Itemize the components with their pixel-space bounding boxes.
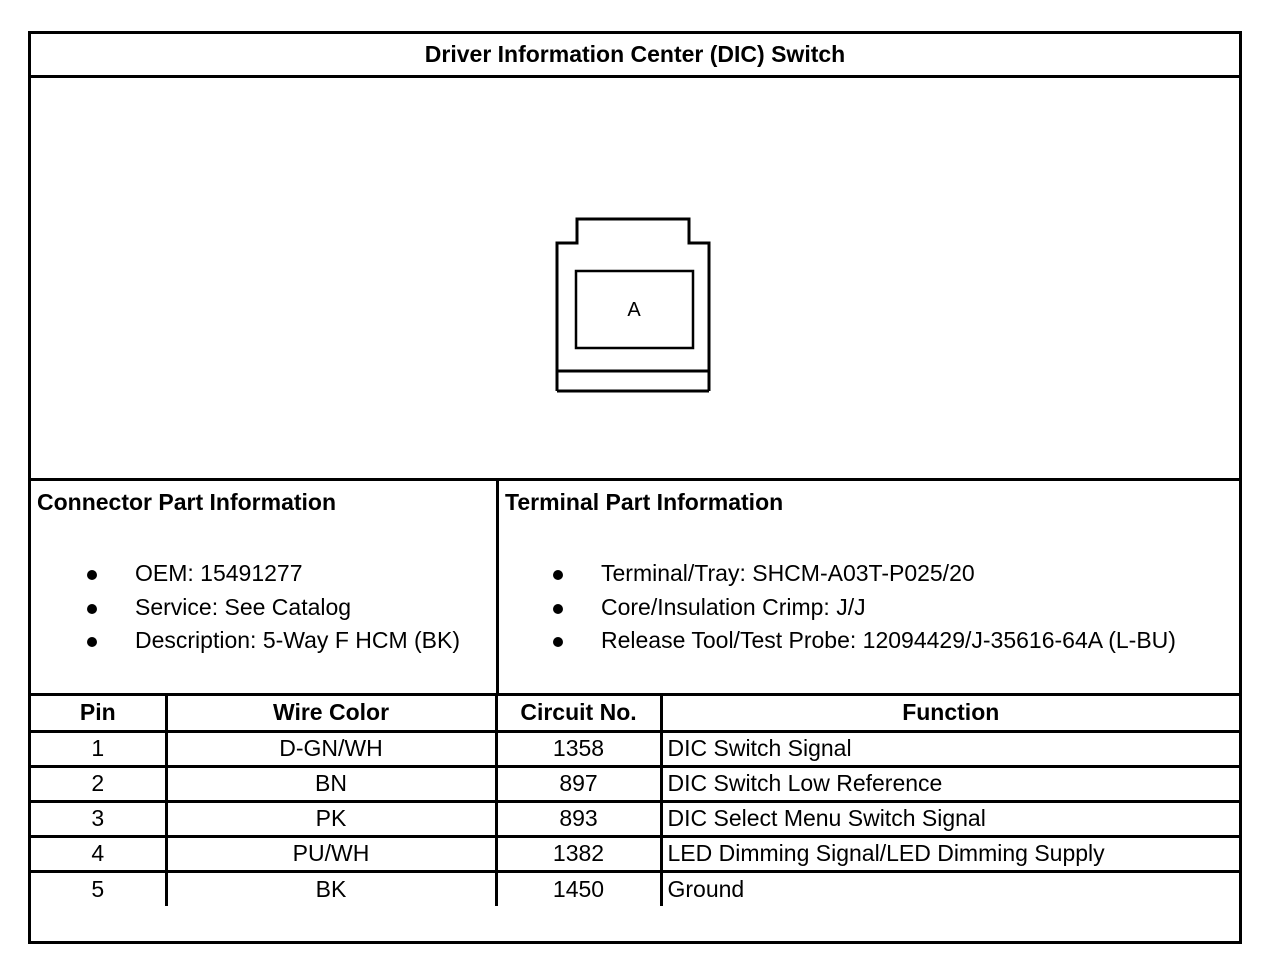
bullet-icon bbox=[553, 570, 563, 580]
pin-cell: 5 bbox=[31, 871, 166, 906]
circuit-no-cell: 1382 bbox=[496, 836, 661, 871]
function-cell: DIC Switch Low Reference bbox=[661, 766, 1239, 801]
circuit-no-cell: 1450 bbox=[496, 871, 661, 906]
wire-color-cell: PK bbox=[166, 801, 496, 836]
table-row bbox=[31, 766, 1239, 801]
pinout-table bbox=[31, 696, 1239, 906]
table-row bbox=[31, 731, 1239, 766]
column-header-function: Function bbox=[661, 696, 1239, 731]
pin-cell: 4 bbox=[31, 836, 166, 871]
bullet-icon bbox=[553, 604, 563, 614]
function-cell: DIC Select Menu Switch Signal bbox=[661, 801, 1239, 836]
pin-cell: 3 bbox=[31, 801, 166, 836]
table-row bbox=[31, 836, 1239, 871]
function-cell: Ground bbox=[661, 871, 1239, 906]
column-header-pin: Pin bbox=[31, 696, 166, 731]
function-cell: DIC Switch Signal bbox=[661, 731, 1239, 766]
pin-cell: 2 bbox=[31, 766, 166, 801]
table-header-row bbox=[31, 696, 1239, 731]
connector-face-drawing bbox=[551, 193, 751, 393]
page-title: Driver Information Center (DIC) Switch bbox=[31, 34, 1239, 78]
bullet-icon bbox=[87, 604, 97, 614]
wire-color-cell: D-GN/WH bbox=[166, 731, 496, 766]
bullet-icon bbox=[87, 570, 97, 580]
connector-diagram bbox=[31, 78, 1239, 478]
connector-part-info: Connector Part Information OEM: 15491277 Service: See Catalog Description: 5-Way F HCM (BK) bbox=[31, 481, 499, 693]
wire-color-cell: PU/WH bbox=[166, 836, 496, 871]
column-header-wire-color: Wire Color bbox=[166, 696, 496, 731]
cavity-a-label: A bbox=[627, 299, 641, 321]
bullet-icon bbox=[87, 637, 97, 647]
connector-part-info-heading: Connector Part Information bbox=[37, 489, 337, 515]
column-header-circuit-no: Circuit No. bbox=[496, 696, 661, 731]
wire-color-cell: BK bbox=[166, 871, 496, 906]
circuit-no-cell: 1358 bbox=[496, 731, 661, 766]
connector-sheet bbox=[28, 31, 1242, 944]
terminal-part-info: Terminal Part Information Terminal/Tray: SHCM-A03T-P025/20 Core/Insulation Crimp: J/J Release Tool/Test Probe: 12094429/J-35616-64A (L-BU) bbox=[505, 489, 1176, 653]
bullet-icon bbox=[553, 637, 563, 647]
pin-cell: 1 bbox=[31, 731, 166, 766]
wire-color-cell: BN bbox=[166, 766, 496, 801]
circuit-no-cell: 897 bbox=[496, 766, 661, 801]
circuit-no-cell: 893 bbox=[496, 801, 661, 836]
terminal-part-info-heading: Terminal Part Information bbox=[505, 489, 784, 515]
function-cell: LED Dimming Signal/LED Dimming Supply bbox=[661, 836, 1239, 871]
part-info-section bbox=[31, 478, 1239, 696]
table-row bbox=[31, 801, 1239, 836]
table-row bbox=[31, 871, 1239, 906]
